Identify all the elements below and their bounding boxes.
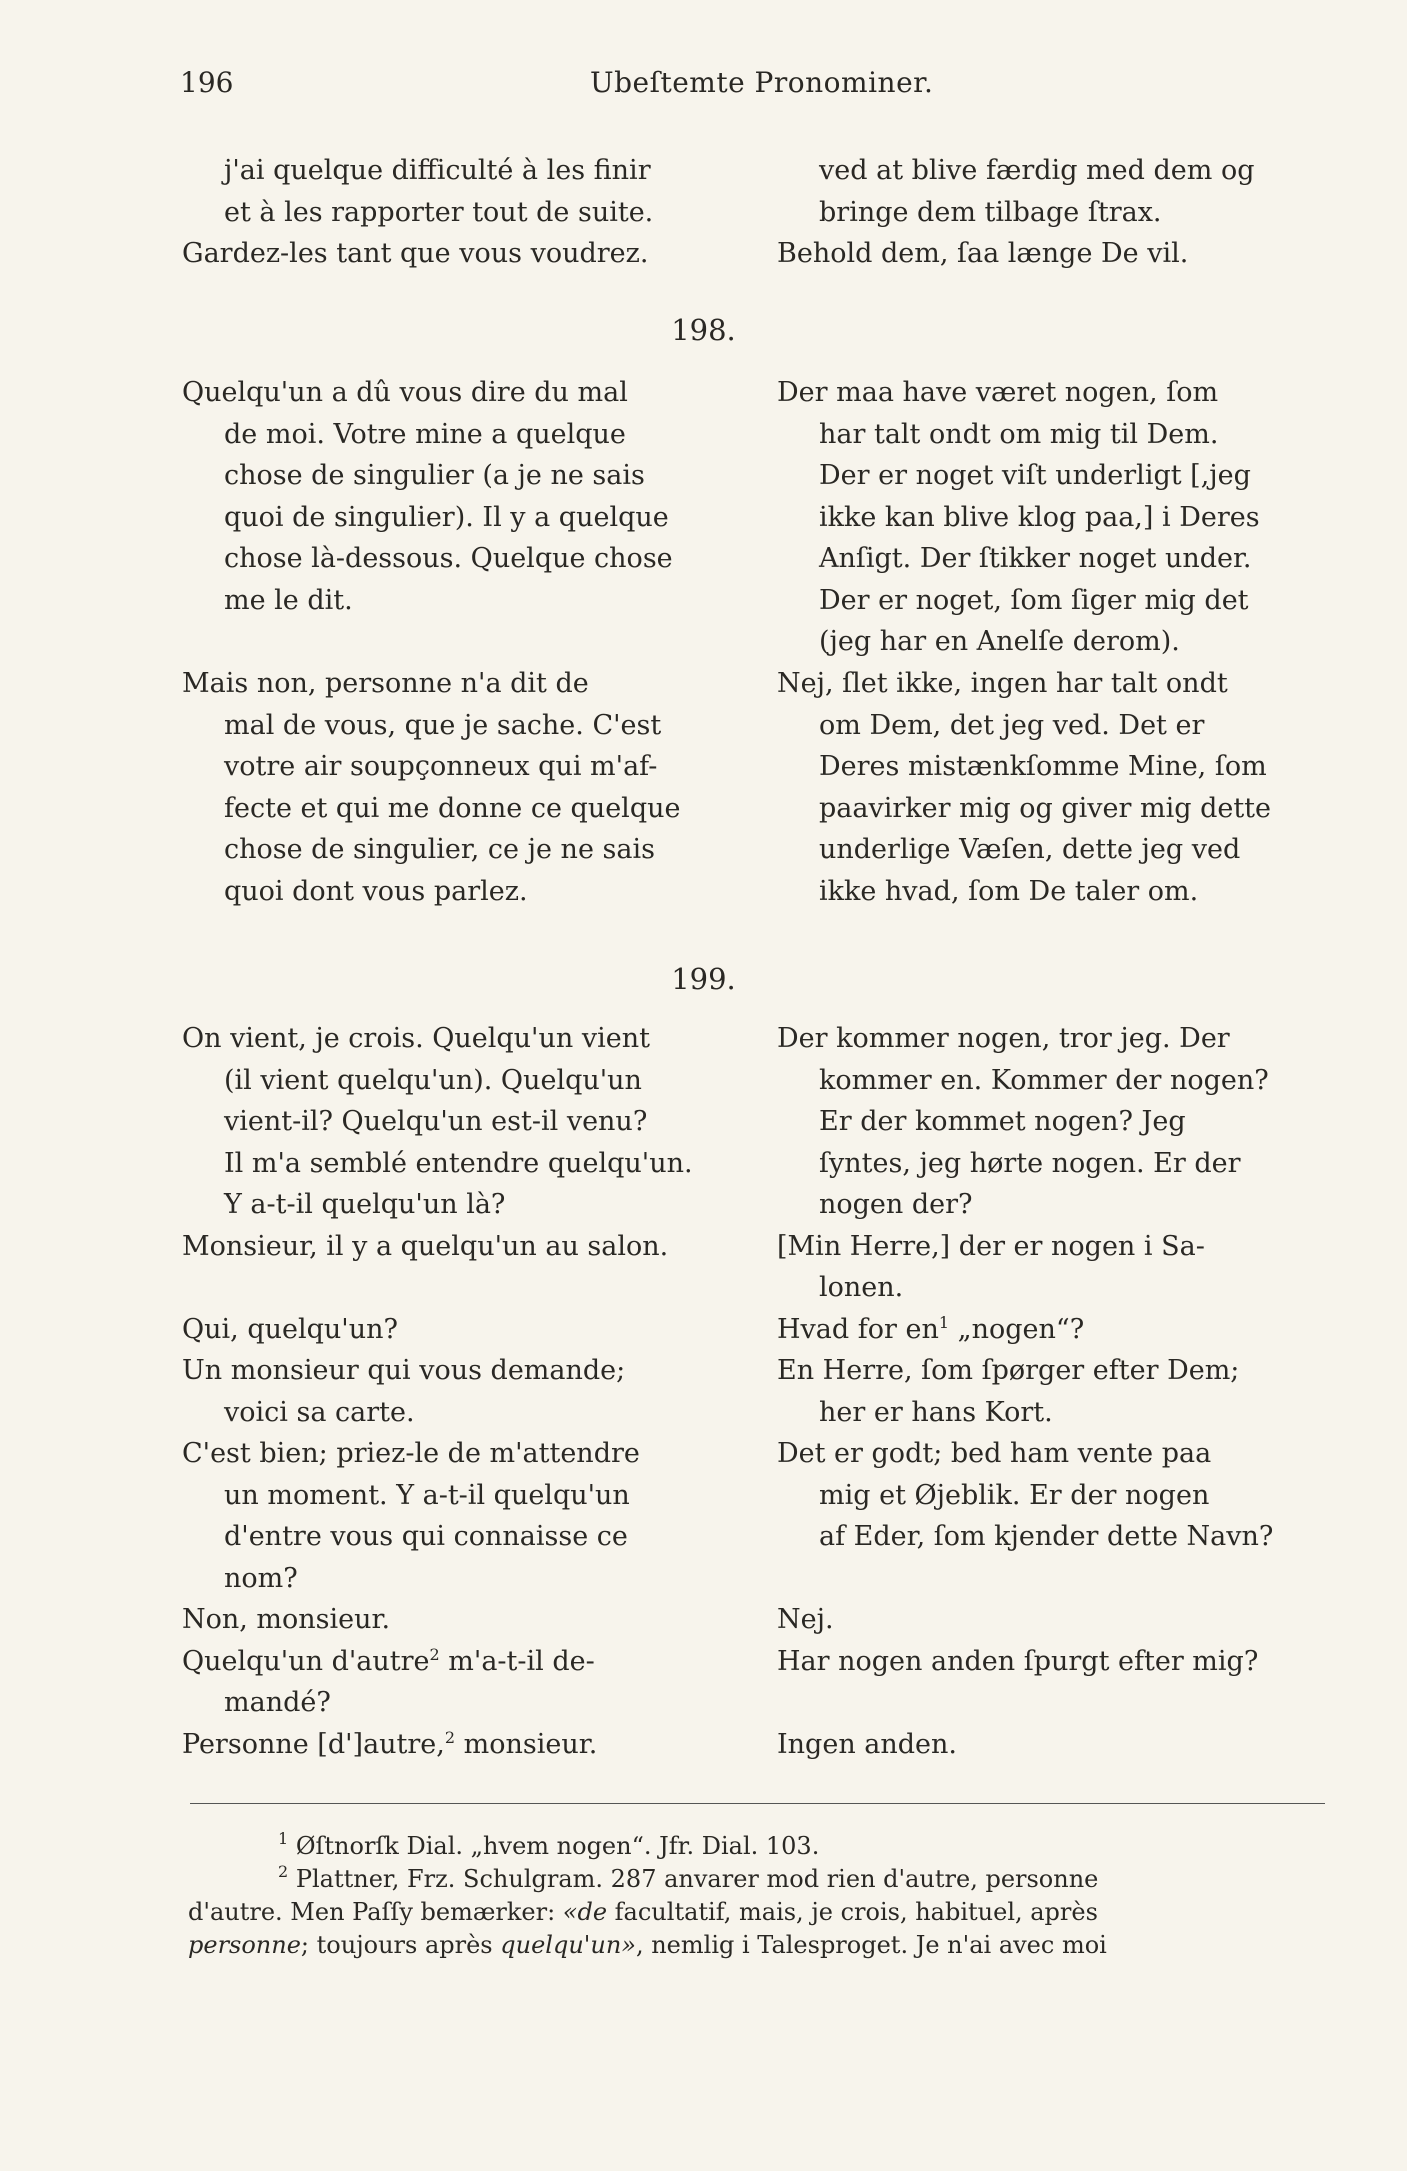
text-line: mig et Øjeblik. Er der nogen xyxy=(819,1479,1210,1511)
footnote-divider xyxy=(190,1803,1325,1804)
text-line: me le dit. xyxy=(224,584,353,616)
text-line: Il m'a semblé entendre quelqu'un. xyxy=(224,1147,693,1179)
footnote-text: facultatif, mais, je crois, habituel, après xyxy=(607,1898,1098,1926)
text-line: C'est bien; priez-le de m'attendre xyxy=(182,1438,640,1469)
section-199-danish xyxy=(777,1018,1322,1765)
running-head: Ubeſtemte Pronominer. xyxy=(590,66,934,99)
text-line: chose de singulier, ce je ne sais xyxy=(224,834,655,865)
text-line: Er der kommet nogen? Jeg xyxy=(819,1106,1186,1137)
footnote-text: , nemlig i Talesproget. Je n'ai avec moi xyxy=(635,1931,1107,1959)
section-number-198: 198. xyxy=(671,313,736,347)
text-line: Der er noget viſt underligt [,jeg xyxy=(819,460,1251,491)
text-fragment: „nogen“? xyxy=(949,1313,1085,1345)
footnote-2 xyxy=(188,1863,1326,1896)
page-header xyxy=(180,66,1330,106)
text-fragment: Personne [d']autre, xyxy=(182,1728,445,1760)
text-line: nom? xyxy=(224,1562,298,1594)
text-fragment: Quelqu'un d'autre xyxy=(182,1645,430,1677)
block-197-french xyxy=(182,150,727,275)
text-line: mandé? xyxy=(224,1687,331,1718)
text-line: ikke hvad, ſom De taler om. xyxy=(819,875,1199,907)
text-line: [Min Herre,] der er nogen i Sa- xyxy=(777,1230,1205,1262)
footnote-2-line xyxy=(188,1896,1326,1929)
text-line: (il vient quelqu'un). Quelqu'un xyxy=(224,1064,642,1096)
section-199-french xyxy=(182,1018,727,1765)
text-line: Anſigt. Der ſtikker noget under. xyxy=(819,543,1252,574)
section-198-french-p2 xyxy=(182,663,727,912)
text-line: bringe dem tilbage ſtrax. xyxy=(819,196,1162,228)
text-line: j'ai quelque difficulté à les finir xyxy=(224,155,651,186)
section-198-danish-p1 xyxy=(777,372,1322,663)
text-line xyxy=(182,1724,727,1766)
text-line: Deres mistænkſomme Mine, ſom xyxy=(819,751,1267,782)
text-fragment: Hvad for en xyxy=(777,1313,939,1345)
text-line: vient-il? Quelqu'un est-il venu? xyxy=(224,1106,648,1137)
text-line: ſyntes, jeg hørte nogen. Er der xyxy=(819,1147,1241,1179)
footnote-marker: 2 xyxy=(444,1727,456,1747)
block-197-danish xyxy=(777,150,1322,275)
footnote-2-line xyxy=(188,1929,1326,1962)
footnote-marker: 2 xyxy=(278,1862,289,1881)
text-line: ved at blive færdig med dem og xyxy=(819,155,1255,186)
text-line: d'entre vous qui connaisse ce xyxy=(224,1521,628,1552)
text-line: mal de vous, que je sache. C'est xyxy=(224,709,662,741)
text-line: En Herre, ſom ſpørger efter Dem; xyxy=(777,1355,1240,1386)
text-line: Der kommer nogen, tror jeg. Der xyxy=(777,1023,1230,1054)
text-line: Quelqu'un a dû vous dire du mal xyxy=(182,377,628,408)
text-line: chose de singulier (a je ne sais xyxy=(224,460,645,491)
text-line: Ingen anden. xyxy=(777,1728,958,1760)
text-line: nogen der? xyxy=(819,1189,973,1220)
text-line: kommer en. Kommer der nogen? xyxy=(819,1064,1269,1096)
text-line: votre air soupçonneux qui m'af- xyxy=(224,751,658,782)
text-line: Behold dem, ſaa længe De vil. xyxy=(777,238,1189,269)
footnote-italic: personne xyxy=(188,1931,301,1959)
text-line: Det er godt; bed ham vente paa xyxy=(777,1438,1212,1469)
text-fragment: m'a-t-il de- xyxy=(439,1645,595,1677)
text-line: Gardez-les tant que vous voudrez. xyxy=(182,238,649,269)
text-line: Nej. xyxy=(777,1604,834,1635)
text-line: Der maa have været nogen, ſom xyxy=(777,377,1219,408)
text-line: om Dem, det jeg ved. Det er xyxy=(819,709,1205,741)
page-number: 196 xyxy=(180,66,234,99)
footnote-text: Øſtnorſk Dial. „hvem nogen“. Jfr. Dial. 103. xyxy=(295,1832,820,1860)
text-line: chose là-dessous. Quelque chose xyxy=(224,543,673,574)
text-fragment: monsieur. xyxy=(455,1728,598,1760)
text-line xyxy=(777,1309,1322,1351)
footnotes xyxy=(188,1830,1326,1962)
footnote-text: d'autre. Men Paſſy bemærker: xyxy=(188,1898,563,1926)
footnote-marker: 1 xyxy=(278,1829,289,1848)
footnote-italic: «de xyxy=(562,1898,608,1926)
text-line: et à les rapporter tout de suite. xyxy=(224,196,654,228)
text-line: Der er noget, ſom ſiger mig det xyxy=(819,584,1249,616)
text-line: voici sa carte. xyxy=(224,1396,415,1428)
footnote-marker: 2 xyxy=(429,1644,440,1664)
text-line: lonen. xyxy=(819,1272,904,1303)
text-line: de moi. Votre mine a quelque xyxy=(224,418,626,450)
text-line: (jeg har en Anelſe derom). xyxy=(819,626,1180,657)
section-198-french-p1 xyxy=(182,372,727,621)
text-line: fecte et qui me donne ce quelque xyxy=(224,792,681,824)
text-line xyxy=(182,1641,727,1683)
blank-line xyxy=(777,1558,1322,1600)
footnote-1 xyxy=(188,1830,1326,1863)
text-line: Nej, ſlet ikke, ingen har talt ondt xyxy=(777,668,1228,699)
footnote-text: Plattner, Frz. Schulgram. 287 anvarer mod rien d'autre, personne xyxy=(295,1865,1099,1893)
text-line: quoi dont vous parlez. xyxy=(224,875,528,907)
text-line: Mais non, personne n'a dit de xyxy=(182,668,589,699)
text-line: quoi de singulier). Il y a quelque xyxy=(224,501,669,533)
section-number-199: 199. xyxy=(671,962,736,996)
text-line: Y a-t-il quelqu'un là? xyxy=(224,1189,506,1220)
text-line: Non, monsieur. xyxy=(182,1604,391,1635)
text-line: her er hans Kort. xyxy=(819,1396,1053,1428)
text-line: On vient, je crois. Quelqu'un vient xyxy=(182,1023,650,1054)
section-198-danish-p2 xyxy=(777,663,1322,912)
text-line: Qui, quelqu'un? xyxy=(182,1313,398,1345)
footnote-italic: quelqu'un» xyxy=(500,1931,636,1959)
blank-line xyxy=(777,1682,1322,1724)
text-line: un moment. Y a-t-il quelqu'un xyxy=(224,1479,630,1511)
text-line: Monsieur, il y a quelqu'un au salon. xyxy=(182,1230,669,1262)
text-line: underlige Væſen, dette jeg ved xyxy=(819,834,1241,865)
blank-line xyxy=(182,1267,727,1309)
text-line: af Eder, ſom kjender dette Navn? xyxy=(819,1521,1274,1552)
text-line: ikke kan blive klog paa,] i Deres xyxy=(819,501,1260,533)
text-line: paavirker mig og giver mig dette xyxy=(819,792,1272,824)
text-line: har talt ondt om mig til Dem. xyxy=(819,418,1219,450)
text-line: Har nogen anden ſpurgt efter mig? xyxy=(777,1645,1259,1677)
text-line: Un monsieur qui vous demande; xyxy=(182,1355,626,1386)
footnote-text: ; toujours après xyxy=(300,1931,501,1959)
footnote-marker: 1 xyxy=(938,1312,950,1332)
